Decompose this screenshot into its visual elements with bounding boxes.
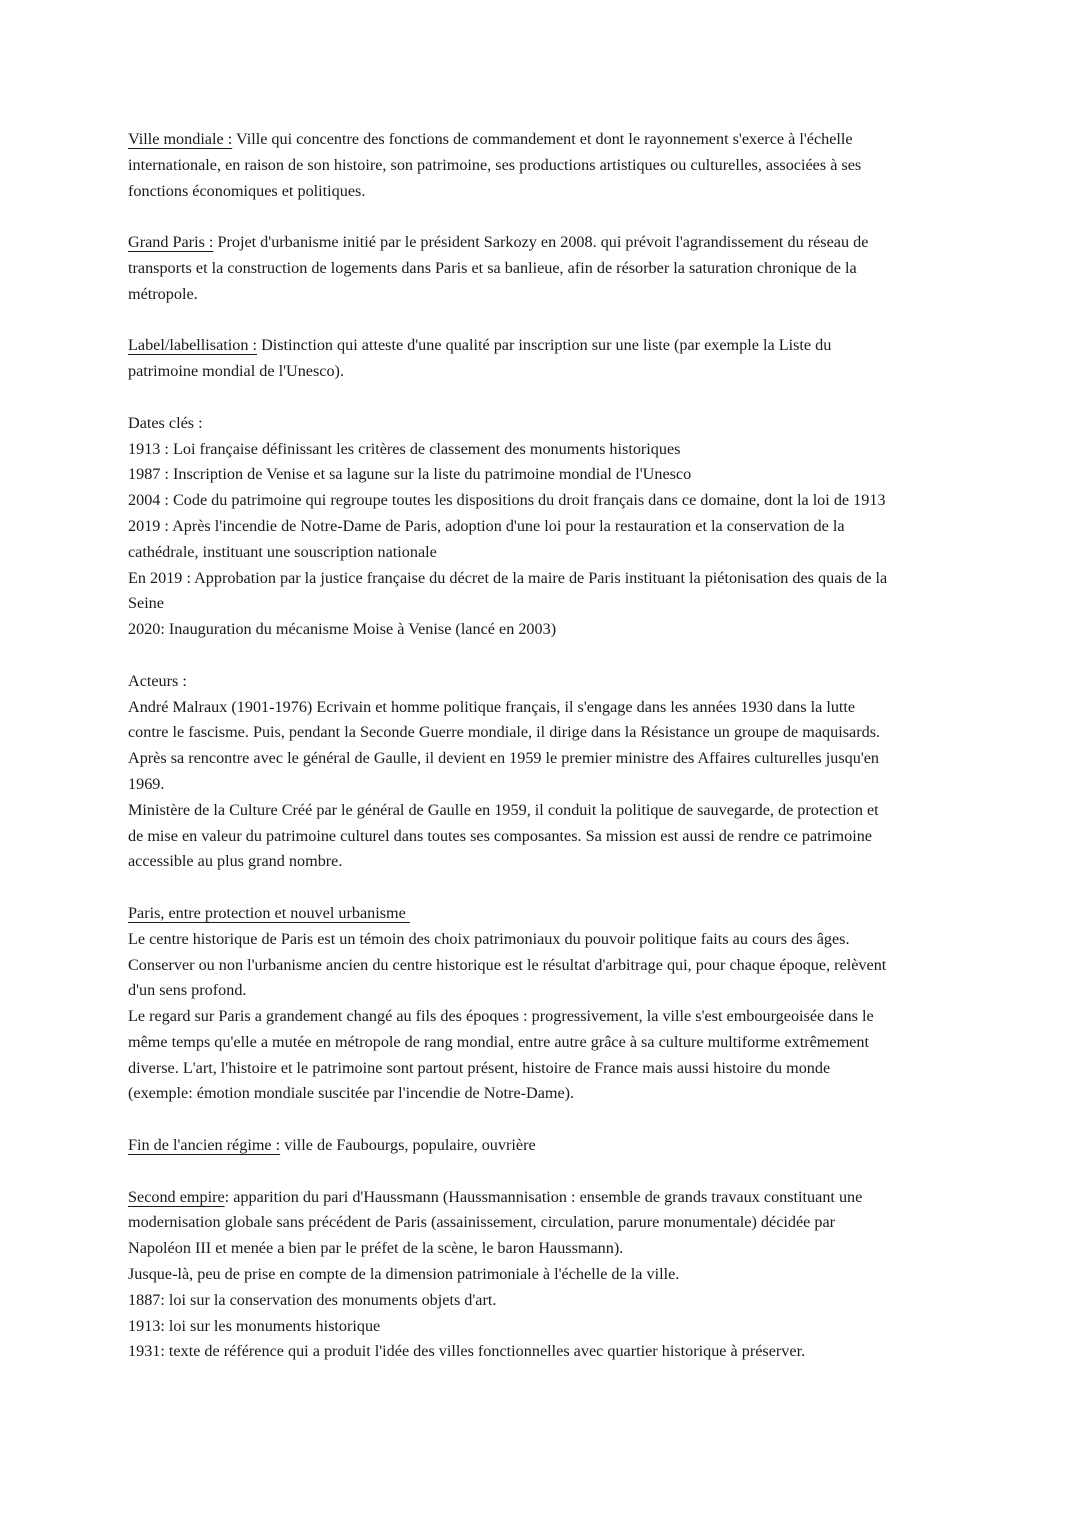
- date-line: 2019 : Après l'incendie de Notre-Dame de Paris, adoption d'une loi pour la restauration et la conservation de la: [128, 516, 845, 535]
- paris-line: d'un sens profond.: [128, 981, 247, 1000]
- definition-term: Grand Paris :: [128, 233, 214, 252]
- definition-line: [128, 230, 958, 256]
- section-term: Fin de l'ancien régime :: [128, 1136, 281, 1155]
- second-empire-line: Jusque-là, peu de prise en compte de la dimension patrimoniale à l'échelle de la ville.: [128, 1265, 680, 1284]
- actor-line: Ministère de la Culture Créé par le général de Gaulle en 1959, il conduit la politique de sauvegarde, de protection et: [128, 800, 879, 819]
- definition-line: [128, 127, 958, 153]
- definition-line: [128, 333, 958, 359]
- definition-line: fonctions économiques et politiques.: [128, 181, 366, 200]
- date-line: cathédrale, instituant une souscription nationale: [128, 542, 437, 561]
- definition-ville-mondiale: [128, 127, 958, 204]
- definition-text: Distinction qui atteste d'une qualité par inscription sur une liste (par exemple la Liste du: [257, 336, 832, 355]
- actor-line: de mise en valeur du patrimoine culturel dans toutes ses composantes. Sa mission est aussi de rendre ce patrimoine: [128, 826, 872, 845]
- ancien-regime-section: [128, 1133, 958, 1159]
- document-page: [128, 127, 958, 1365]
- actor-line: Après sa rencontre avec le général de Gaulle, il devient en 1959 le premier ministre des Affaires culturelles jusqu'en: [128, 749, 880, 768]
- paris-line: même temps qu'elle a mutée en métropole de rang mondial, entre autre grâce à sa culture multiforme extrêmement: [128, 1032, 869, 1051]
- section-term: Second empire: [128, 1187, 225, 1206]
- second-empire-line: 1887: loi sur la conservation des monuments objets d'art.: [128, 1290, 497, 1309]
- actor-line: André Malraux (1901-1976) Ecrivain et homme politique français, il s'engage dans les années 1930 dans la lutte: [128, 697, 856, 716]
- paris-line: (exemple: émotion mondiale suscitée par l'incendie de Notre-Dame).: [128, 1084, 575, 1103]
- definition-text: Ville qui concentre des fonctions de commandement et dont le rayonnement s'exerce à l'échelle: [232, 130, 853, 148]
- definition-text: Projet d'urbanisme initié par le président Sarkozy en 2008. qui prévoit l'agrandissement du réseau de: [213, 233, 869, 252]
- second-empire-line: 1913: loi sur les monuments historique: [128, 1316, 381, 1335]
- paris-heading: [128, 901, 958, 927]
- paragraph-gap: [128, 643, 958, 669]
- second-empire-line: modernisation globale sans précédent de Paris (assainissement, circulation, parure monumentale) décidée par: [128, 1213, 836, 1232]
- dates-section: [128, 411, 958, 643]
- definition-grand-paris: [128, 230, 958, 307]
- definition-line: transports et la construction de logements dans Paris et sa banlieue, afin de résorber la saturation chronique de la: [128, 258, 857, 277]
- date-line: 1987 : Inscription de Venise et sa lagune sur la liste du patrimoine mondial de l'Unesco: [128, 465, 692, 484]
- paragraph-gap: [128, 204, 958, 230]
- actors-heading: Acteurs :: [128, 671, 187, 690]
- definition-line: patrimoine mondial de l'Unesco).: [128, 362, 344, 381]
- definition-line: internationale, en raison de son histoire, son patrimoine, ses productions artistiques ou culturelles, associées à ses: [128, 155, 862, 174]
- actor-line: 1969.: [128, 774, 165, 793]
- paris-line: Le centre historique de Paris est un témoin des choix patrimoniaux du pouvoir politique faits au cours des âges.: [128, 929, 850, 948]
- dates-heading: Dates clés :: [128, 413, 203, 432]
- definition-term: Label/labellisation :: [128, 336, 258, 355]
- actor-line: accessible au plus grand nombre.: [128, 852, 343, 871]
- definition-term: Ville mondiale :: [128, 130, 233, 148]
- date-line: 2020: Inauguration du mécanisme Moise à Venise (lancé en 2003): [128, 620, 557, 639]
- section-text: ville de Faubourgs, populaire, ouvrière: [280, 1136, 536, 1155]
- ancien-regime-line: [128, 1133, 958, 1159]
- section-text: : apparition du pari d'Haussmann (Haussmannisation : ensemble de grands travaux constituant une: [224, 1187, 863, 1206]
- paris-line: Le regard sur Paris a grandement changé au fils des époques : progressivement, la ville s'est embourgeoisée dans le: [128, 1007, 874, 1026]
- paragraph-gap: [128, 875, 958, 901]
- paris-line: diverse. L'art, l'histoire et le patrimoine sont partout présent, histoire de France mais aussi histoire du monde: [128, 1058, 831, 1077]
- date-line: Seine: [128, 594, 164, 613]
- actors-section: [128, 669, 958, 875]
- second-empire-line: [128, 1185, 958, 1211]
- paragraph-gap: [128, 385, 958, 411]
- date-line: 2004 : Code du patrimoine qui regroupe toutes les dispositions du droit français dans ce domaine, dont la loi de 1913: [128, 491, 886, 510]
- second-empire-line: Napoléon III et menée a bien par le préfet de la scène, le baron Haussmann).: [128, 1239, 624, 1258]
- paragraph-gap: [128, 308, 958, 334]
- date-line: En 2019 : Approbation par la justice française du décret de la maire de Paris instituant la piétonisation des quais de la: [128, 568, 888, 587]
- date-line: 1913 : Loi française définissant les critères de classement des monuments historiques: [128, 439, 681, 458]
- second-empire-section: [128, 1185, 958, 1366]
- paragraph-gap: [128, 1107, 958, 1133]
- paragraph-gap: [128, 1159, 958, 1185]
- definition-label: [128, 333, 958, 385]
- paris-section: [128, 901, 958, 1107]
- paris-line: Conserver ou non l'urbanisme ancien du centre historique est le résultat d'arbitrage qui, pour chaque époque, relèvent: [128, 955, 887, 974]
- actor-line: contre le fascisme. Puis, pendant la Seconde Guerre mondiale, il dirige dans la Résistance un groupe de maquisards.: [128, 723, 881, 742]
- second-empire-line: 1931: texte de référence qui a produit l'idée des villes fonctionnelles avec quartier historique à préserver.: [128, 1342, 806, 1361]
- section-heading: Paris, entre protection et nouvel urbanisme: [128, 903, 410, 922]
- definition-line: métropole.: [128, 284, 198, 303]
